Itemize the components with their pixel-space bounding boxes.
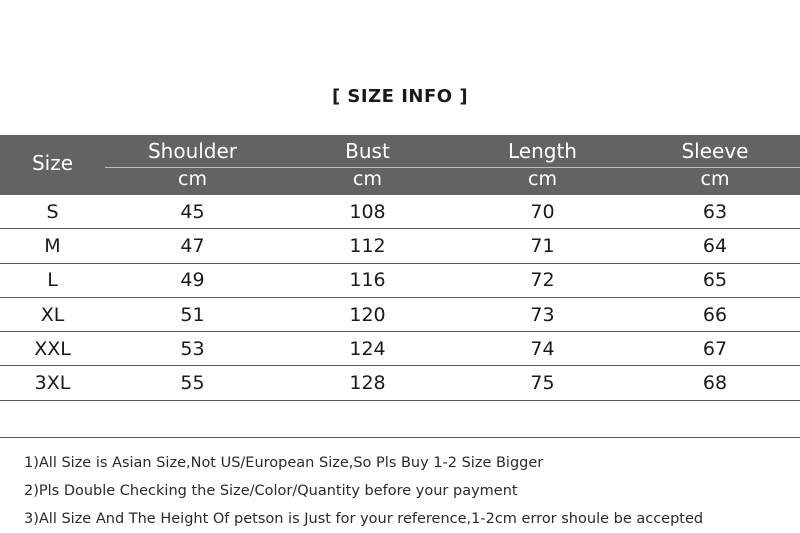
cell-size: XL [40, 303, 65, 326]
table-header [0, 135, 800, 195]
note-item: 3)All Size And The Height Of petson is Just for your reference,1-2cm error shoule be accepted [24, 511, 704, 527]
table-row [0, 298, 800, 332]
cell-bust: 112 [349, 234, 386, 257]
size-info-title: [ SIZE INFO ] [331, 86, 469, 107]
notes-divider [0, 437, 800, 438]
cell-size: 3XL [34, 372, 71, 395]
table-row [0, 229, 800, 263]
cell-sleeve: 65 [702, 269, 728, 292]
cell-bust: 128 [349, 372, 386, 395]
table-row [0, 264, 800, 298]
size-table-body [0, 195, 800, 401]
cell-sleeve: 66 [702, 303, 728, 326]
table-row [0, 195, 800, 229]
cell-sleeve: 63 [702, 200, 728, 223]
cell-shoulder: 51 [180, 303, 205, 326]
header-length-unit: cm [528, 168, 557, 190]
note-item: 1)All Size is Asian Size,Not US/European Size,So Pls Buy 1-2 Size Bigger [24, 455, 544, 471]
cell-length: 71 [530, 234, 555, 257]
header-sleeve: Sleeve [681, 139, 749, 163]
cell-bust: 108 [349, 200, 386, 223]
header-length: Length [508, 139, 577, 163]
cell-shoulder: 55 [180, 372, 205, 395]
header-size: Size [31, 151, 74, 175]
cell-length: 75 [530, 372, 555, 395]
cell-shoulder: 45 [180, 200, 205, 223]
header-bust-unit: cm [353, 168, 382, 190]
cell-bust: 124 [349, 337, 386, 360]
header-shoulder-unit: cm [178, 168, 207, 190]
cell-shoulder: 47 [180, 234, 205, 257]
cell-length: 73 [530, 303, 555, 326]
cell-length: 74 [530, 337, 555, 360]
cell-size: M [44, 234, 61, 257]
cell-size: L [47, 269, 58, 292]
cell-bust: 116 [349, 269, 386, 292]
header-sleeve-unit: cm [700, 168, 730, 190]
cell-sleeve: 67 [702, 337, 728, 360]
cell-shoulder: 49 [180, 269, 205, 292]
size-notes [24, 451, 784, 533]
note-item: 2)Pls Double Checking the Size/Color/Quantity before your payment [24, 483, 518, 499]
header-shoulder: Shoulder [147, 139, 238, 163]
cell-size: S [46, 200, 59, 223]
table-row [0, 366, 800, 400]
cell-sleeve: 64 [702, 234, 728, 257]
table-row [0, 332, 800, 366]
header-divider [105, 167, 800, 168]
cell-sleeve: 68 [702, 372, 728, 395]
cell-shoulder: 53 [180, 337, 205, 360]
cell-bust: 120 [349, 303, 386, 326]
cell-length: 72 [530, 269, 555, 292]
cell-length: 70 [530, 200, 555, 223]
cell-size: XXL [34, 337, 71, 360]
header-bust: Bust [345, 139, 390, 163]
